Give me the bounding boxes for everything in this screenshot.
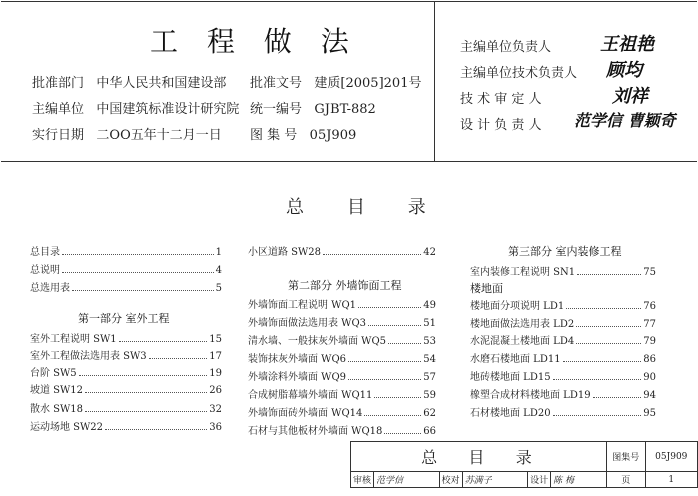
document-title: 工 程 做 法 <box>150 25 359 58</box>
leader-dots <box>358 306 421 308</box>
leader-dots <box>374 396 421 398</box>
toc-entry[interactable] <box>30 330 222 345</box>
leader-dots <box>149 357 208 359</box>
leader-dots <box>576 342 641 344</box>
toc-entry-page: 54 <box>423 354 436 365</box>
toc-entry[interactable] <box>248 404 436 419</box>
field-value: GJBT-882 <box>314 102 376 117</box>
label-design-lead: 设 计 负 责 人 <box>460 118 542 133</box>
toc-entry-name: 总说明 <box>30 265 60 276</box>
field-label: 批准文号 <box>250 76 303 91</box>
field-approval-dept <box>32 72 226 91</box>
toc-entry-page: 86 <box>643 354 656 365</box>
toc-entry-page: 17 <box>209 351 222 362</box>
toc-entry-page: 53 <box>423 336 436 347</box>
toc-entry-name: 装饰抹灰外墙面 WQ6 <box>248 354 347 365</box>
toc-entry-page: 62 <box>423 408 436 419</box>
leader-dots <box>593 396 642 398</box>
toc-entry-name: 清水墙、一般抹灰外墙面 WQ5 <box>248 336 387 347</box>
section-heading-interior: 第三部分 室内装修工程 <box>508 245 622 258</box>
toc-entry-name: 石材与其他板材外墙面 WQ18 <box>248 426 383 437</box>
toc-entry[interactable] <box>470 404 656 419</box>
toc-entry-page: 26 <box>209 385 222 396</box>
toc-entry-page: 59 <box>423 390 436 401</box>
leader-dots <box>85 410 207 412</box>
section-heading-outdoor: 第一部分 室外工程 <box>78 312 170 325</box>
toc-entry-name: 运动场地 SW22 <box>30 422 104 433</box>
toc-entry-name: 合成树脂幕墙外墙面 WQ11 <box>248 390 373 401</box>
toc-entry-page: 95 <box>643 408 656 419</box>
leader-dots <box>79 374 208 376</box>
toc-entry[interactable] <box>470 263 656 278</box>
section-heading-exterior-wall: 第二部分 外墙饰面工程 <box>288 279 402 292</box>
field-label: 统一编号 <box>250 102 303 117</box>
toc-entry-name: 台阶 SW5 <box>30 368 77 379</box>
toc-entry[interactable] <box>248 350 436 365</box>
design-label: 设计 <box>528 472 551 488</box>
toc-entry[interactable] <box>30 279 222 294</box>
toc-entry-name: 水磨石楼地面 LD11 <box>470 354 561 365</box>
toc-entry[interactable] <box>470 332 656 347</box>
signature-reviewer: 刘祥 <box>612 86 648 107</box>
toc-entry-name: 外墙饰面砖外墙面 WQ14 <box>248 408 363 419</box>
toc-title: 总 目 录 <box>286 197 430 218</box>
toc-entry[interactable] <box>470 315 656 330</box>
toc-entry[interactable] <box>248 368 436 383</box>
leader-dots <box>563 360 642 362</box>
reviewer-signature: 范学信 <box>374 472 440 488</box>
label-chief-editor: 主编单位负责人 <box>460 40 552 55</box>
leader-dots <box>553 378 642 380</box>
toc-entry-page: 94 <box>643 390 656 401</box>
toc-entry[interactable] <box>30 364 222 379</box>
signature-chief-editor: 王祖艳 <box>600 34 654 55</box>
toc-entry-name: 楼地面做法选用表 LD2 <box>470 319 575 330</box>
toc-entry[interactable] <box>470 368 656 383</box>
leader-dots <box>384 432 421 434</box>
toc-entry-page: 15 <box>209 334 222 345</box>
leader-dots <box>119 340 208 342</box>
header-divider <box>434 1 435 161</box>
field-value: 二OO五年十二月一日 <box>96 128 222 143</box>
toc-entry[interactable] <box>470 350 656 365</box>
toc-entry-page: 42 <box>423 247 436 258</box>
field-effective-date <box>32 124 222 143</box>
field-label: 主编单位 <box>32 102 85 117</box>
toc-entry-page: 49 <box>423 300 436 311</box>
toc-entry[interactable] <box>30 243 222 258</box>
toc-entry-page: 5 <box>215 283 222 294</box>
leader-dots <box>105 428 207 430</box>
field-atlas-no <box>250 124 356 143</box>
toc-entry[interactable] <box>30 400 222 415</box>
field-value: 建质[2005]201号 <box>314 76 422 91</box>
leader-dots <box>62 253 214 255</box>
field-value: 中华人民共和国建设部 <box>96 76 227 91</box>
toc-entry-name: 室外工程说明 SW1 <box>30 334 117 345</box>
field-approval-no <box>250 72 421 91</box>
page-label: 页 <box>606 472 645 488</box>
toc-entry-name: 小区道路 SW28 <box>248 247 322 258</box>
toc-entry[interactable] <box>470 297 656 312</box>
toc-entry-name: 坡道 SW12 <box>30 385 84 396</box>
leader-dots <box>388 342 421 344</box>
checker-signature: 苏满子 <box>462 472 528 488</box>
header-bottom-rule <box>1 161 697 162</box>
signature-design-lead: 范学信 曹颖奇 <box>574 111 676 130</box>
toc-entry[interactable] <box>30 418 222 433</box>
toc-entry-page: 51 <box>423 318 436 329</box>
leader-dots <box>348 360 421 362</box>
signature-tech-lead: 顾均 <box>606 60 642 81</box>
leader-dots <box>62 271 214 273</box>
toc-entry-name: 水泥混凝土楼地面 LD4 <box>470 336 575 347</box>
toc-entry[interactable] <box>248 243 436 258</box>
toc-entry-name: 室外工程做法选用表 SW3 <box>30 351 147 362</box>
page-number: 1 <box>645 472 697 488</box>
check-label: 校对 <box>439 472 462 488</box>
toc-entry-name: 橡塑合成材料楼地面 LD19 <box>470 390 591 401</box>
toc-entry-name: 总目录 <box>30 247 60 258</box>
atlas-no-value: 05J909 <box>645 442 697 472</box>
title-block <box>350 441 698 488</box>
toc-entry[interactable] <box>248 386 436 401</box>
toc-entry-name: 外墙饰面做法选用表 WQ3 <box>248 318 367 329</box>
subsection-heading-floor: 楼地面 <box>470 282 503 295</box>
leader-dots <box>368 324 421 326</box>
field-editor-unit <box>32 98 239 117</box>
title-block-name: 总 目 录 <box>351 442 607 472</box>
field-unified-no <box>250 98 376 117</box>
toc-entry-page: 32 <box>209 404 222 415</box>
leader-dots <box>85 391 207 393</box>
toc-entry[interactable] <box>30 347 222 362</box>
leader-dots <box>577 273 641 275</box>
toc-entry[interactable] <box>248 422 436 437</box>
toc-entry-page: 4 <box>215 265 222 276</box>
leader-dots <box>566 307 641 309</box>
toc-entry-name: 外墙饰面工程说明 WQ1 <box>248 300 357 311</box>
toc-entry[interactable] <box>30 261 222 276</box>
leader-dots <box>576 325 641 327</box>
review-label: 审核 <box>351 472 374 488</box>
toc-entry-name: 楼地面分项说明 LD1 <box>470 301 565 312</box>
toc-entry-page: 90 <box>643 372 656 383</box>
leader-dots <box>72 289 214 291</box>
atlas-no-label: 图集号 <box>606 442 645 472</box>
designer-signature: 陈 梅 <box>551 472 607 488</box>
toc-entry-page: 76 <box>643 301 656 312</box>
toc-entry[interactable] <box>248 314 436 329</box>
field-label: 批准部门 <box>32 76 85 91</box>
toc-entry-name: 地砖楼地面 LD15 <box>470 372 551 383</box>
toc-entry-name: 室内装修工程说明 SN1 <box>470 267 576 278</box>
toc-entry-name: 石材楼地面 LD20 <box>470 408 551 419</box>
toc-entry-page: 66 <box>423 426 436 437</box>
toc-entry-page: 75 <box>643 267 656 278</box>
toc-entry-page: 19 <box>209 368 222 379</box>
label-tech-lead: 主编单位技术负责人 <box>460 66 578 81</box>
field-value: 05J909 <box>309 128 357 143</box>
leader-dots <box>323 253 421 255</box>
toc-entry[interactable] <box>470 386 656 401</box>
toc-entry-name: 外墙涂料外墙面 WQ9 <box>248 372 347 383</box>
toc-entry-name: 散水 SW18 <box>30 404 84 415</box>
field-value: 中国建筑标准设计研究院 <box>96 102 240 117</box>
toc-entry-page: 57 <box>423 372 436 383</box>
toc-entry[interactable] <box>30 381 222 396</box>
leader-dots <box>553 414 642 416</box>
toc-entry-name: 总选用表 <box>30 283 70 294</box>
toc-entry-page: 1 <box>215 247 222 258</box>
toc-entry[interactable] <box>248 296 436 311</box>
toc-entry-page: 77 <box>643 319 656 330</box>
toc-entry[interactable] <box>248 332 436 347</box>
leader-dots <box>364 414 421 416</box>
toc-entry-page: 36 <box>209 422 222 433</box>
field-label: 图 集 号 <box>250 128 298 143</box>
toc-entry-page: 79 <box>643 336 656 347</box>
field-label: 实行日期 <box>32 128 85 143</box>
label-reviewer: 技 术 审 定 人 <box>460 92 542 107</box>
leader-dots <box>348 378 421 380</box>
